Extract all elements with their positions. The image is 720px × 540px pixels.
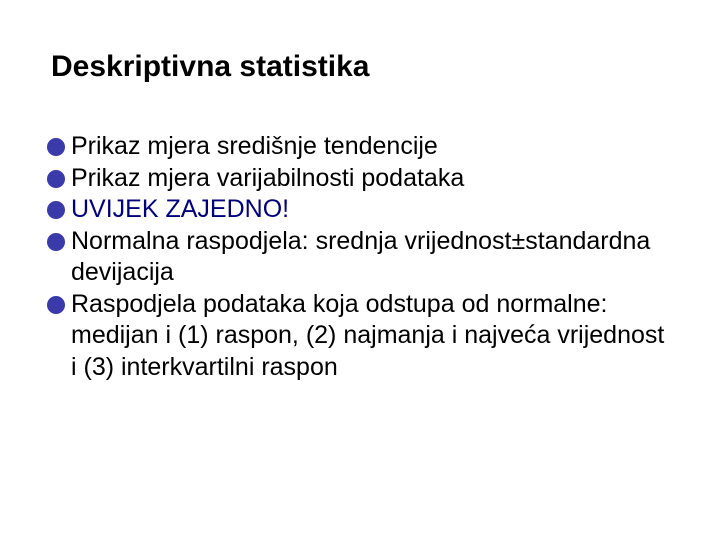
bullet-text: Prikaz mjera varijabilnosti podataka [71,163,465,192]
bullet-list [46,131,666,383]
bullet-dot-icon [47,233,65,251]
bullet-item [46,226,666,289]
bullet-item [46,289,666,384]
bullet-dot-icon [47,138,65,156]
bullet-dot-icon [47,170,65,188]
bullet-text: Prikaz mjera središnje tendencije [71,132,438,160]
bullet-text: Normalna raspodjela: srednja vrijednost±standardna devijacija [71,226,651,286]
bullet-dot-icon [47,296,65,314]
bullet-dot-icon [47,201,65,219]
bullet-item [46,163,666,195]
bullet-text: Raspodjela podataka koja odstupa od normalne: medijan i (1) raspon, (2) najmanja i najveća vrijednost i (3) interkvartilni raspon [71,289,665,381]
slide-title: Deskriptivna statistika [51,50,370,83]
bullet-text-emphasis: UVIJEK ZAJEDNO! [71,195,290,223]
bullet-item [46,194,666,226]
bullet-item [46,131,666,163]
